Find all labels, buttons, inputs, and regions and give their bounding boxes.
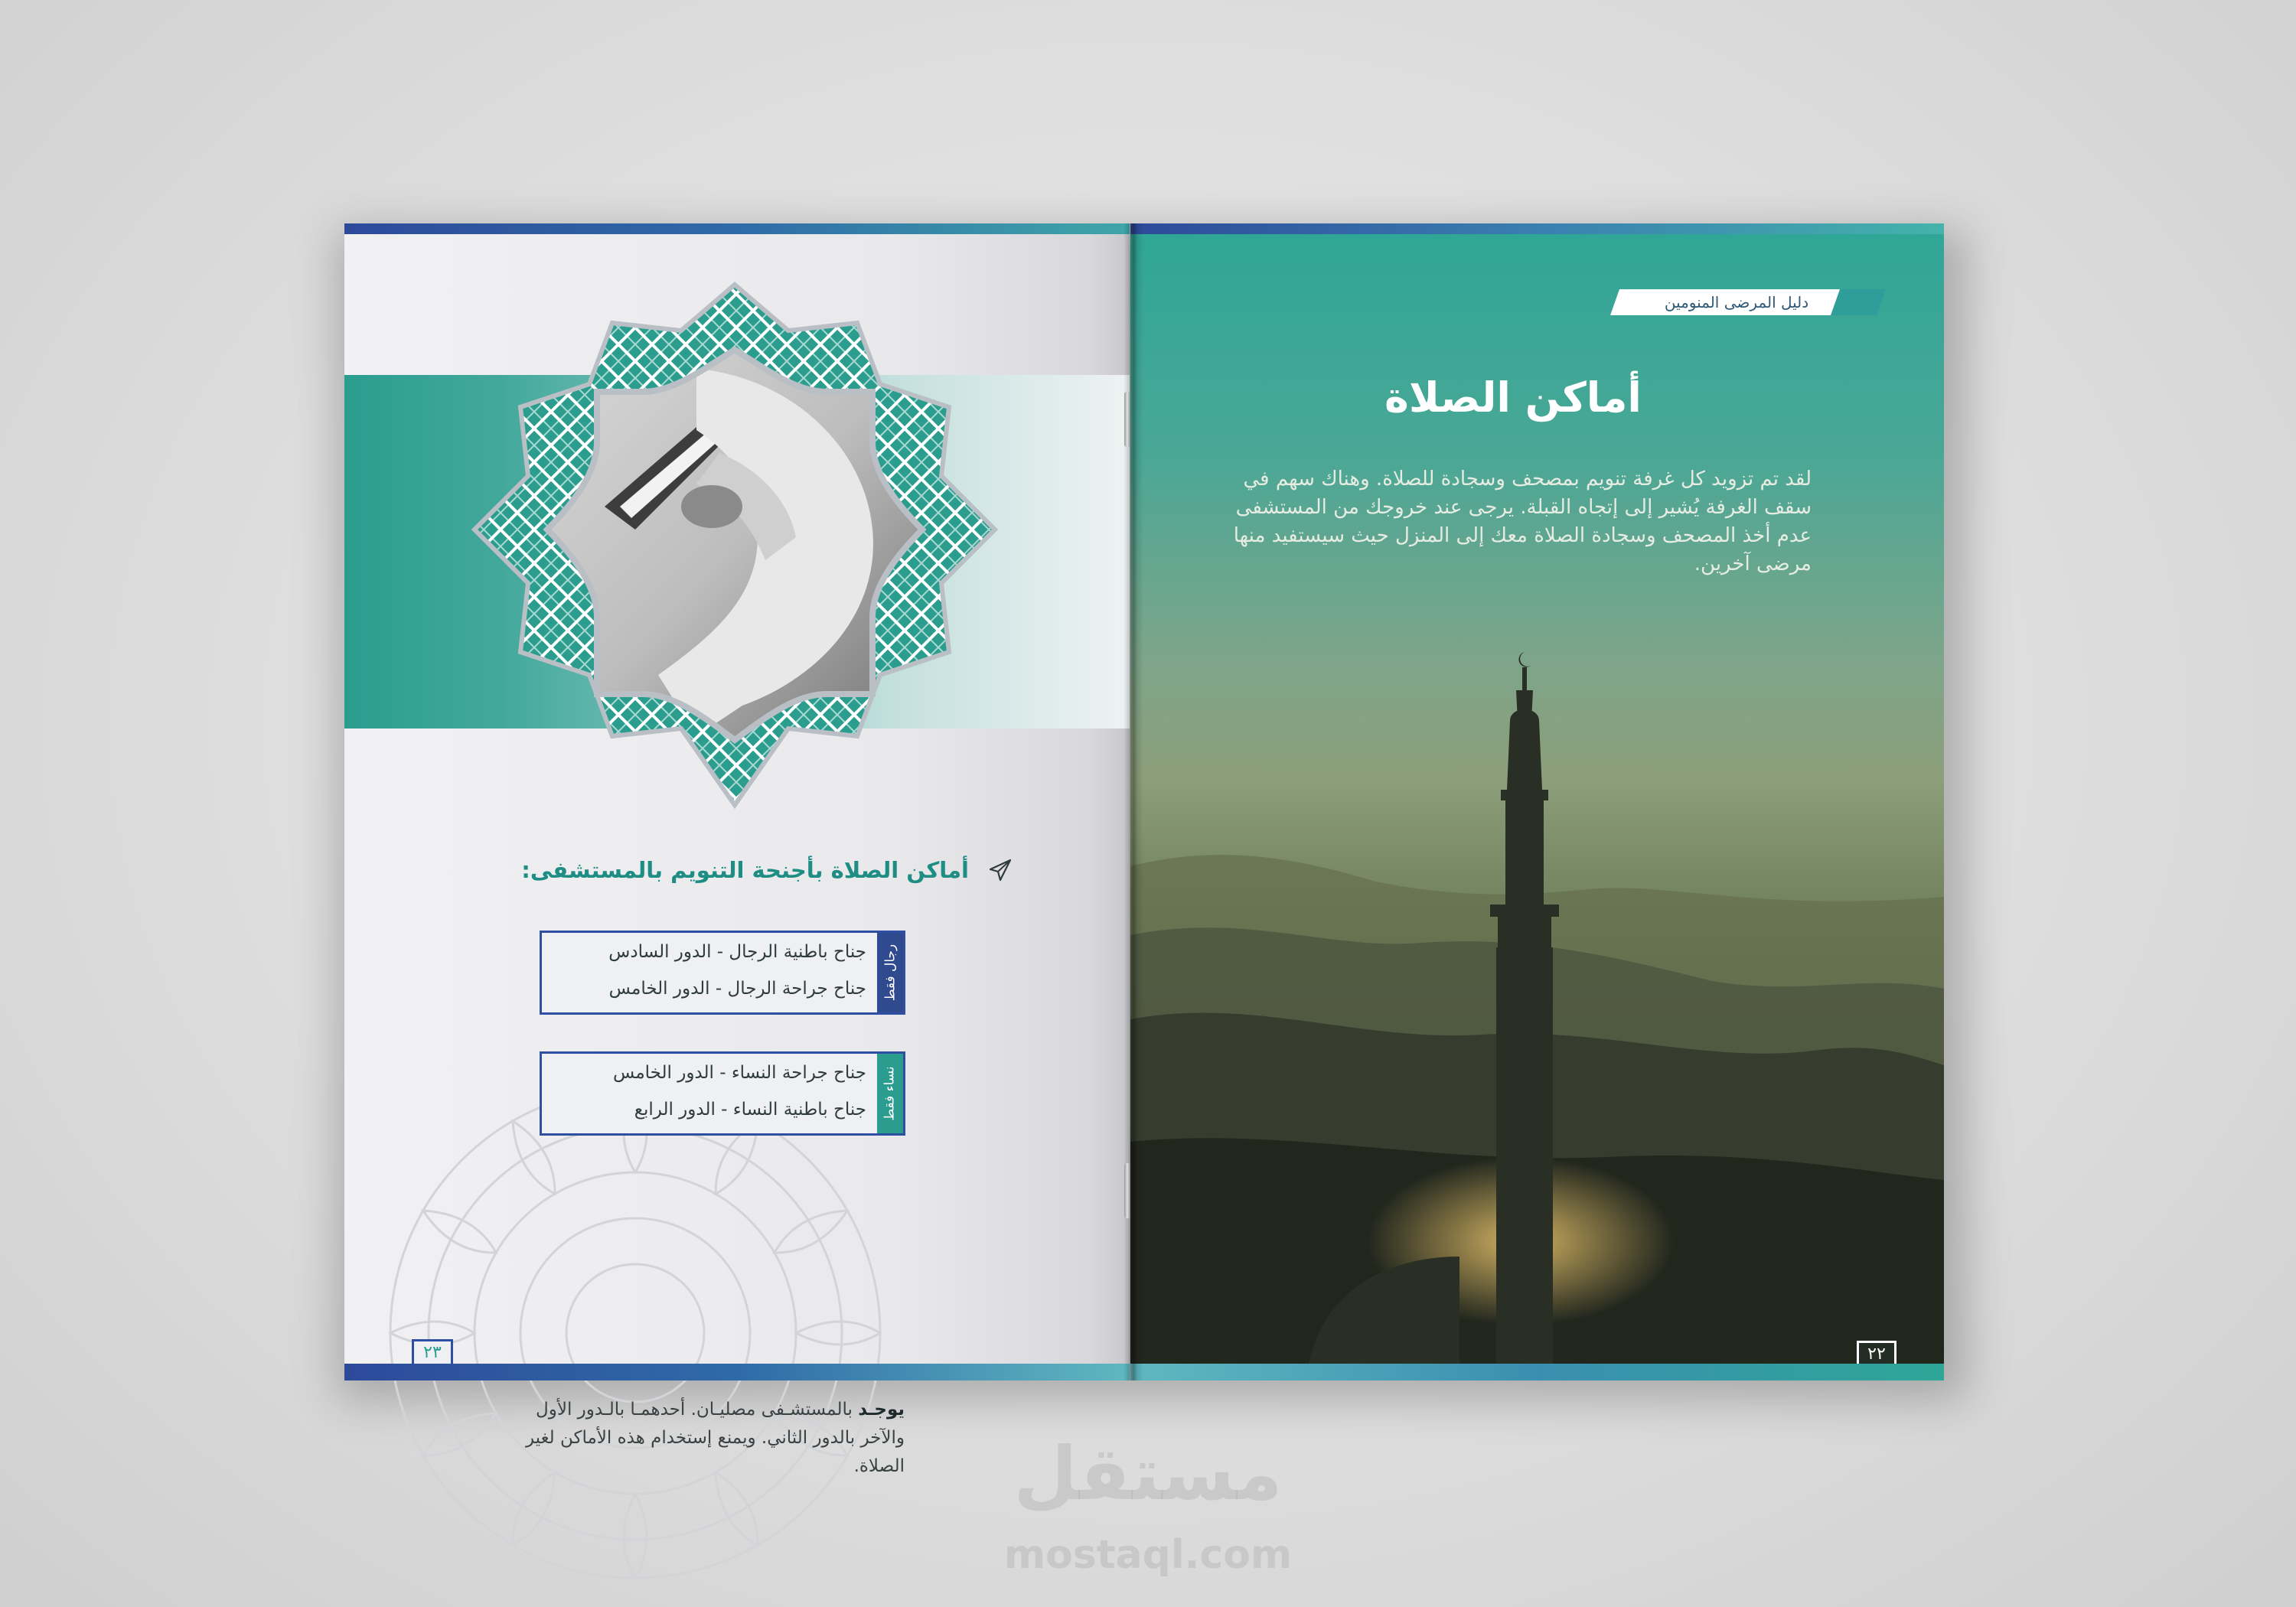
page-title: أماكن الصلاة [1384,373,1642,422]
bottom-strip [344,1364,1130,1380]
men-only-tag: رجال فقط [877,933,903,1012]
page-number-left: ٢٣ [412,1339,453,1367]
mandala-ornament [367,1065,903,1601]
top-strip [1130,223,1944,234]
prayer-halls-info: يوجـد بالمستشـفى مصليـان. أحدهمـا بالـدور الأول والآخر بالدور الثاني. ويمنع إستخدام هذه الأماكن لغير الصلاة. [525,1400,905,1476]
watermark-arabic: مستقل [1013,1431,1283,1517]
women-ward-line-2: جناح باطنية النساء - الدور الرابع [634,1100,866,1120]
islamic-frame-emblem [467,277,1003,813]
top-strip [344,223,1130,234]
men-ward-line-1: جناح باطنية الرجال - الدور السادس [608,942,866,962]
bottom-strip [1130,1364,1944,1380]
brochure-header-label: دليل المرضى المنومين [1664,293,1809,311]
paper-plane-icon [987,857,1013,883]
staple-top [1124,392,1130,447]
right-page [1130,223,1944,1380]
men-only-box [540,931,905,1015]
women-only-box [540,1051,905,1136]
men-ward-line-2: جناح جراحة الرجال - الدور الخامس [608,979,866,999]
staple-bottom [1124,1163,1130,1218]
women-ward-line-1: جناح جراحة النساء - الدور الخامس [613,1063,866,1083]
women-only-tag: نساء فقط [877,1054,903,1133]
watermark-latin: mostaql.com [1003,1532,1293,1578]
intro-paragraph: لقد تم تزويد كل غرفة تنويم بمصحف وسجادة للصلاة. وهناك سهم في سقف الغرفة يُشير إلى إتجاه القبلة. يرجى عند خروجك من المستشفى عدم أخذ المصحف وسجادة الصلاة معك إلى المنزل حيث سيستفيد منها مرضى آخرين. [1233,468,1812,575]
left-page [344,223,1130,1476]
section-heading: أماكن الصلاة بأجنحة التنويم بالمستشفى: [521,857,969,883]
page-number-right: ٢٢ [1857,1341,1896,1368]
